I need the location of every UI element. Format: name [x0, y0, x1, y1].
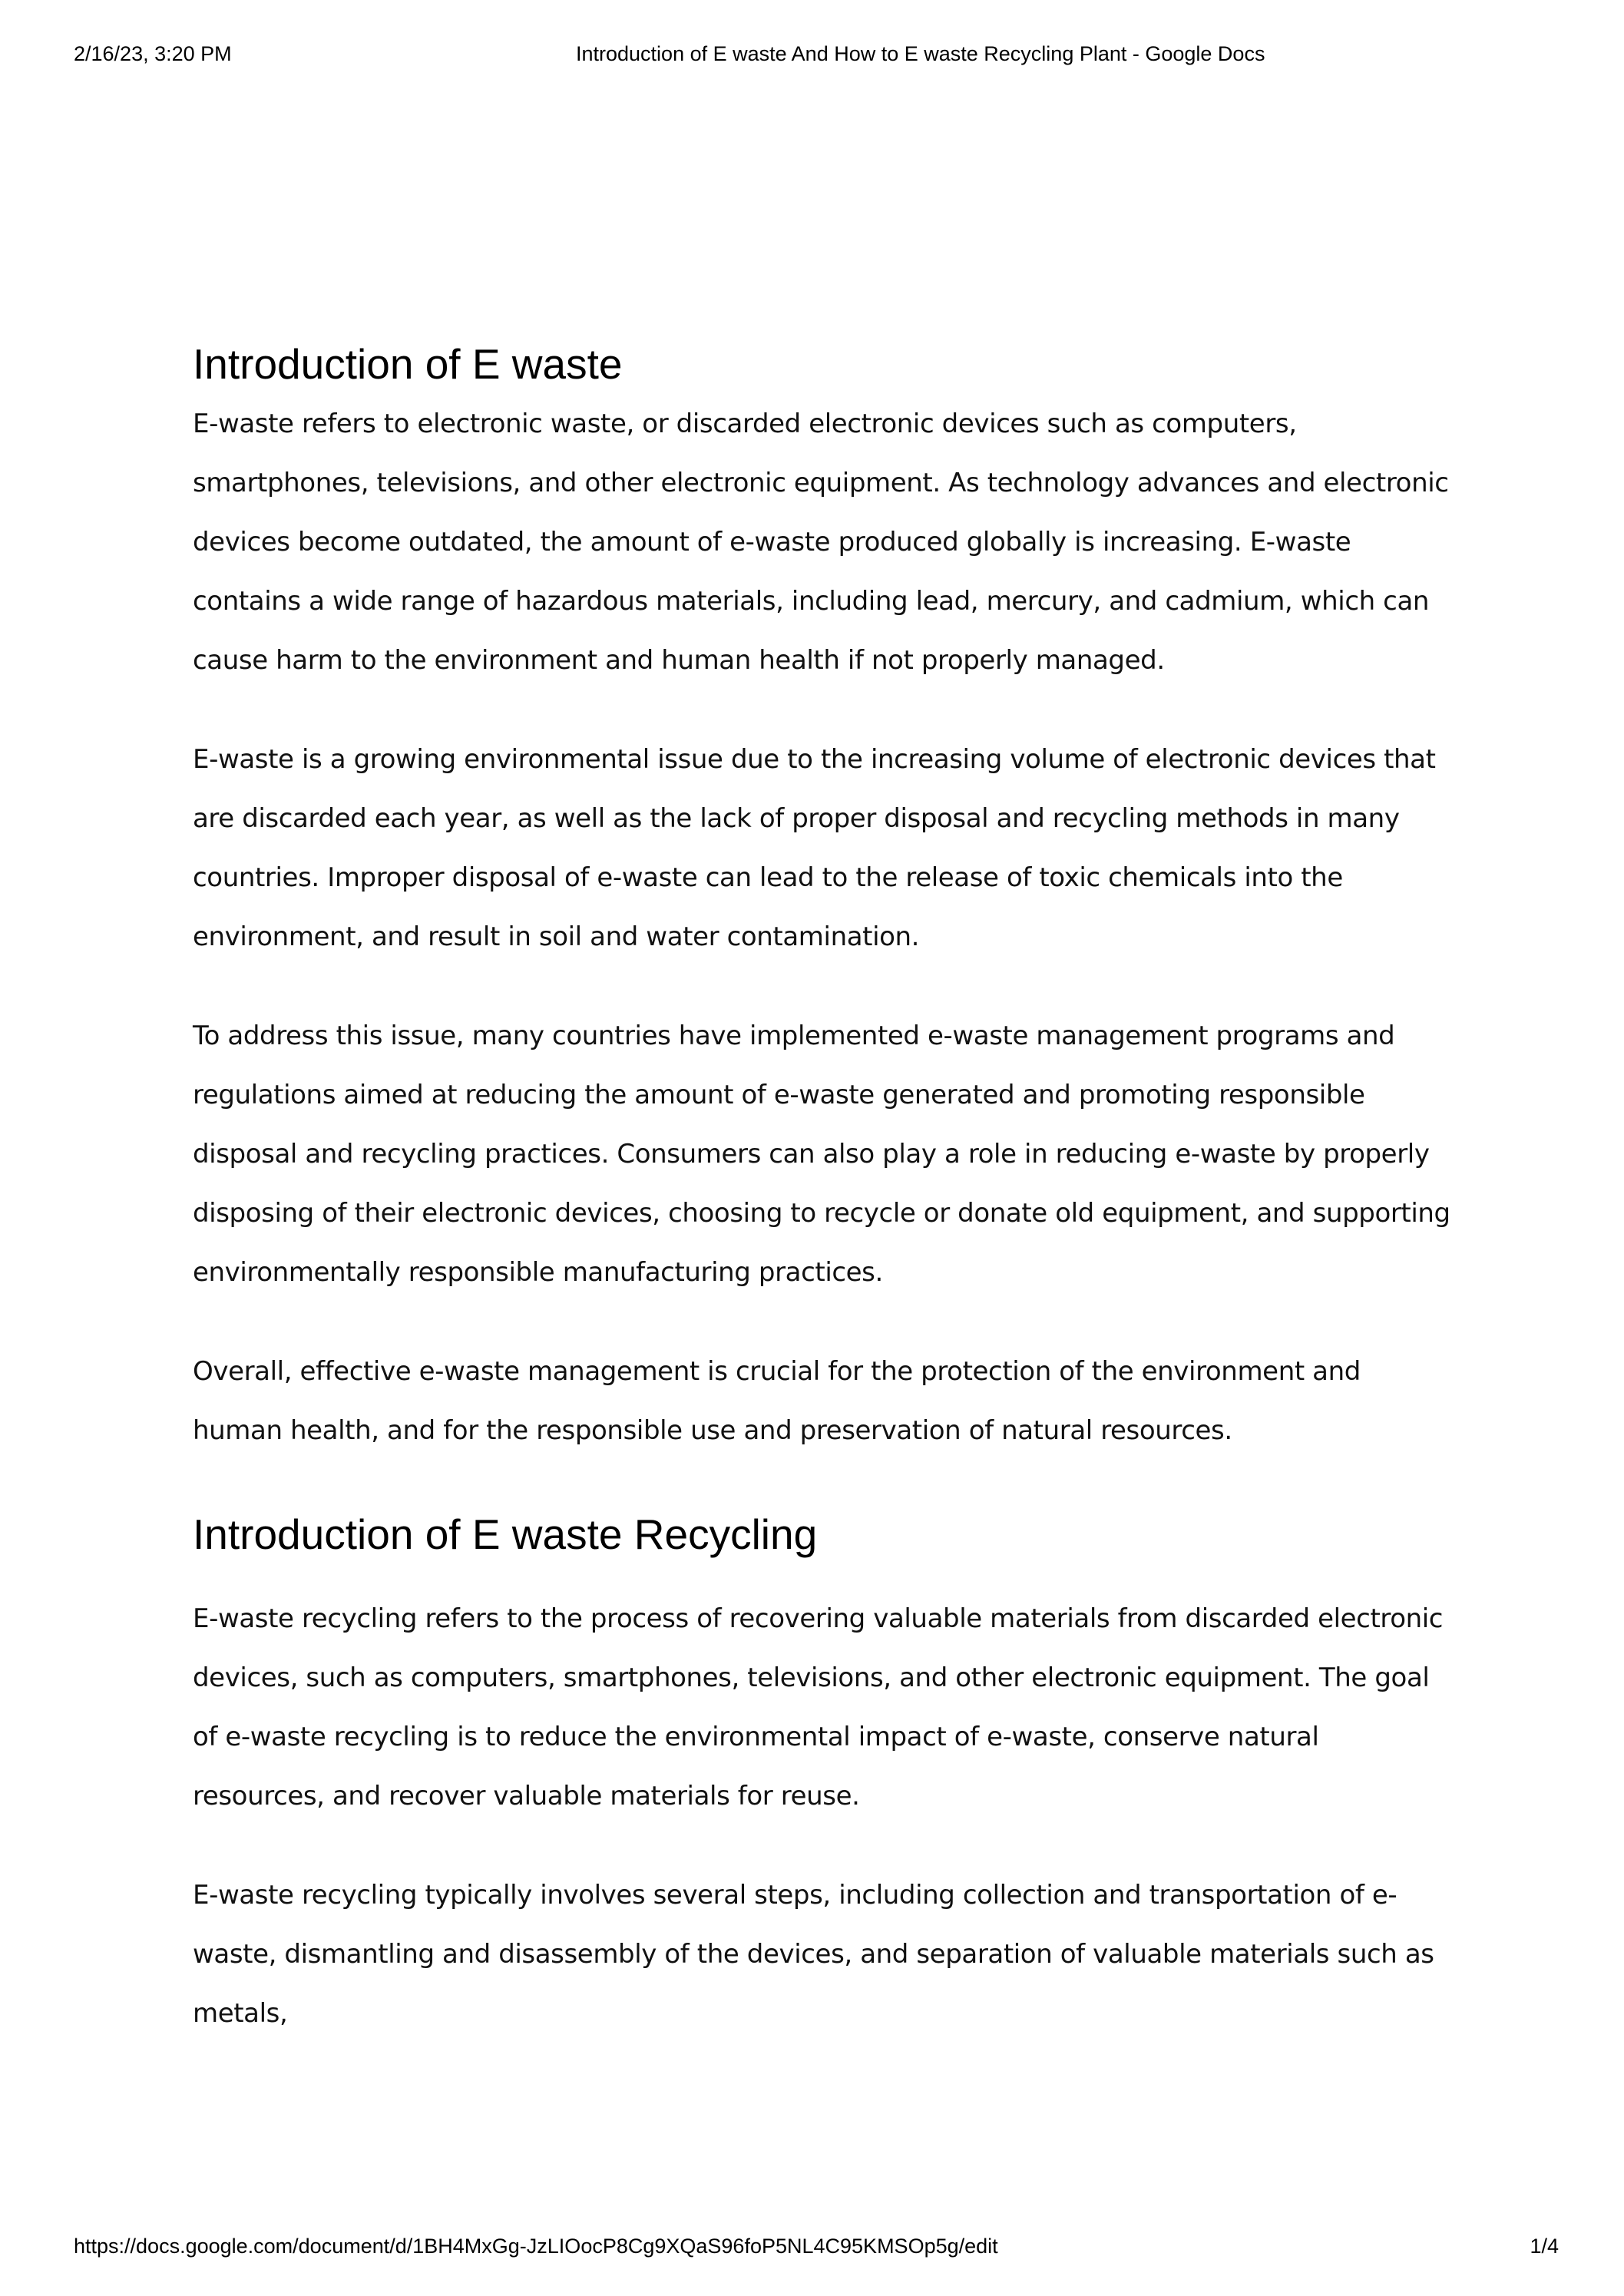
print-document-title: Introduction of E waste And How to E waste Recycling Plant - Google Docs [576, 42, 1265, 65]
paragraph: E-waste recycling refers to the process of recovering valuable materials from discarded electronic devices, such as computers, smartphones, televisions, and other electronic equipment. The goal of e-waste recycling is to reduce the environmental impact of e-waste, conserve natural resources, and recover valuable materials for reuse. [193, 1603, 1444, 1811]
paragraph: Overall, effective e-waste management is crucial for the protection of the environment and human health, and for the responsible use and preservation of natural resources. [193, 1356, 1361, 1446]
page-number: 1/4 [1530, 2235, 1559, 2258]
print-date: 2/16/23, 3:20 PM [74, 42, 232, 65]
print-url: https://docs.google.com/document/d/1BH4MxGg-JzLIOocP8Cg9XQaS96foP5NL4C95KMSOp5g/edit [74, 2235, 998, 2258]
paragraph: E-waste is a growing environmental issue due to the increasing volume of electronic devices that are discarded each year, as well as the lack of proper disposal and recycling methods in many countries. Improper disposal of e-waste can lead to the release of toxic chemicals into the environment, and result in soil and water contamination. [193, 744, 1436, 952]
print-footer [0, 2231, 1624, 2261]
heading-introduction-e-waste: Introduction of E waste [193, 340, 623, 388]
heading-introduction-e-waste-recycling: Introduction of E waste Recycling [193, 1510, 818, 1558]
paragraph: E-waste refers to electronic waste, or discarded electronic devices such as computers, smartphones, televisions, and other electronic equipment. As technology advances and electronic devices become outdated, the amount of e-waste produced globally is increasing. E-waste contains a wide range of hazardous materials, including lead, mercury, and cadmium, which can cause harm to the environment and human health if not properly managed. [193, 409, 1449, 676]
paragraph: To address this issue, many countries have implemented e-waste management programs and regulations aimed at reducing the amount of e-waste generated and promoting responsible disposal and recycling practices. Consumers can also play a role in reducing e-waste by properly disposing of their electronic devices, choosing to recycle or donate old equipment, and supporting environmentally responsible manufacturing practices. [193, 1021, 1450, 1288]
document-body [193, 330, 1452, 2083]
paragraph: E-waste recycling typically involves several steps, including collection and transportation of e-waste, dismantling and disassembly of the devices, and separation of valuable materials such as metals, [193, 1880, 1434, 2029]
print-header [0, 38, 1624, 69]
